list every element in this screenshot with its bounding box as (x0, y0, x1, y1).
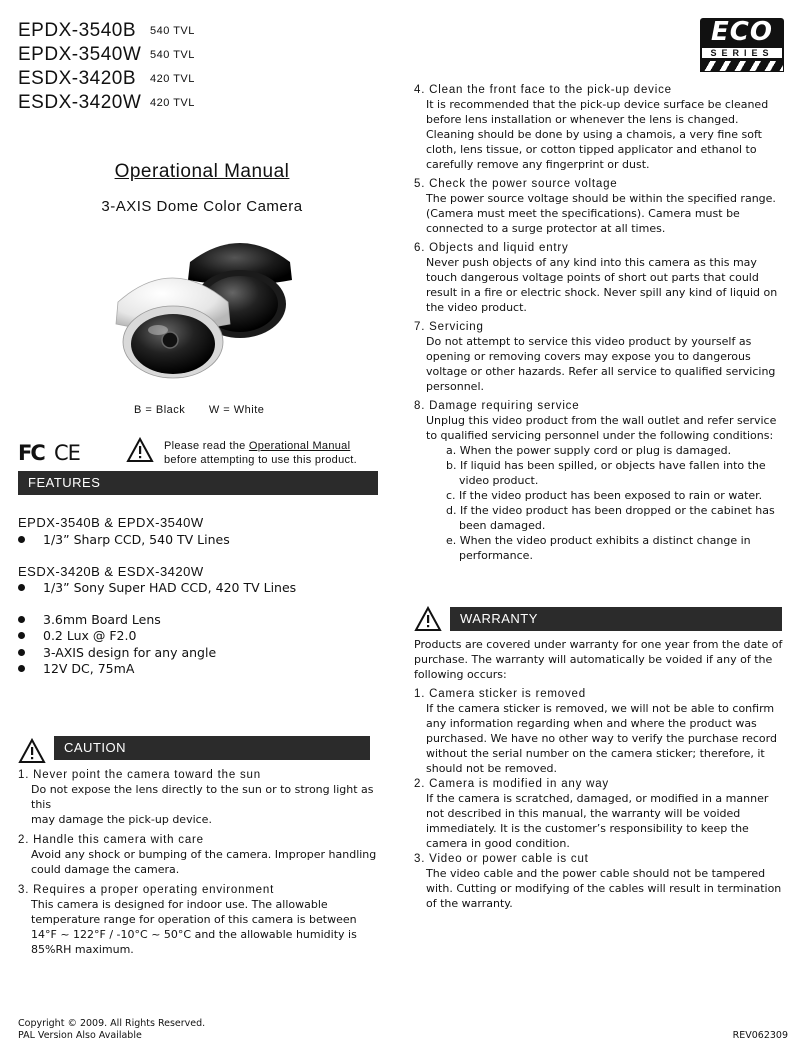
bullet-icon (18, 584, 25, 591)
warranty-intro-line: following occurs: (414, 668, 507, 681)
eco-series-logo (700, 18, 784, 70)
caution-item-title: 4. Clean the front face to the pick-up device (414, 84, 672, 96)
caution-line: Cleaning should be done by using a chamois, a very fine soft (426, 128, 762, 141)
caution-line: 14°F ~ 122°F / -10°C ~ 50°C and the allowable humidity is (31, 928, 357, 941)
footer-copyright: Copyright © 2009. All Rights Reserved. (18, 1018, 206, 1029)
bullet-icon (18, 536, 25, 543)
warranty-line: of the warranty. (426, 897, 513, 910)
model-name: ESDX-3420W (18, 92, 142, 113)
caution-item-title: 7. Servicing (414, 321, 484, 333)
feature-item (18, 532, 230, 547)
subitem-line: e. When the video product exhibits a distinct change in (446, 534, 751, 547)
caution-item (414, 321, 789, 394)
film-strip-icon (700, 60, 784, 72)
warranty-item (414, 688, 789, 776)
warranty-line: not described in this manual, the warranty will be voided (426, 807, 741, 820)
damage-line: Unplug this video product from the wall outlet and refer service (426, 414, 777, 427)
warranty-line: should not be removed. (426, 762, 557, 775)
notice-prefix: Please read the (164, 440, 249, 452)
caution-line: cloth, lens tissue, or cotton tipped applicator and ethanol to (426, 143, 757, 156)
model-name: EPDX-3540B (18, 20, 137, 41)
warranty-line: without the serial number on the camera sticker; therefore, it (426, 747, 765, 760)
caution-item (18, 884, 388, 957)
model-name: EPDX-3540W (18, 44, 142, 65)
warranty-item-title: 3. Video or power cable is cut (414, 853, 589, 865)
bullet-icon (18, 632, 25, 639)
feature-text: 12V DC, 75mA (43, 661, 135, 676)
caution-line: result in a fire or electric shock. Never spill any kind of liquid on (426, 286, 778, 299)
feature-text: 3-AXIS design for any angle (43, 645, 217, 660)
caution-item-title: 2. Handle this camera with care (18, 834, 204, 846)
caution-line: Avoid any shock or bumping of the camera. Improper handling (31, 848, 377, 861)
model-name: ESDX-3420B (18, 68, 137, 89)
dome-camera-image (110, 232, 300, 382)
warranty-line: purchased. We have no other way to verify the purchase record (426, 732, 777, 745)
model-row (18, 92, 228, 116)
caution-line: personnel. (426, 380, 484, 393)
subitem-line: a. When the power supply cord or plug is damaged. (446, 444, 732, 457)
damage-item (414, 400, 789, 563)
color-legend (134, 404, 264, 416)
feature-item (18, 661, 134, 676)
damage-subitem (446, 488, 789, 503)
subitem-line: video product. (459, 474, 539, 487)
fcc-logo: FC (18, 441, 44, 465)
feature-text: 3.6mm Board Lens (43, 612, 161, 627)
feature-text: 1/3” Sony Super HAD CCD, 420 TV Lines (43, 580, 297, 595)
eco-logo-text: ECO (700, 18, 784, 46)
caution-heading-label: CAUTION (64, 740, 126, 755)
caution-line: Never push objects of any kind into this camera as this may (426, 256, 757, 269)
features-group2-title: ESDX-3420B & ESDX-3420W (18, 564, 204, 579)
feature-item (18, 628, 136, 643)
read-manual-notice (164, 439, 357, 467)
warranty-item-title: 1. Camera sticker is removed (414, 688, 586, 700)
caution-line: carefully remove any fingerprint or dust. (426, 158, 650, 171)
model-row (18, 68, 228, 92)
model-row (18, 44, 228, 68)
caution-line: temperature range for operation of this camera is between (31, 913, 357, 926)
damage-subitems (414, 443, 789, 563)
model-tvl: 540 TVL (150, 49, 195, 61)
ce-logo: CE (54, 441, 80, 465)
feature-item (18, 645, 216, 660)
caution-line: This camera is designed for indoor use. The allowable (31, 898, 328, 911)
feature-item (18, 580, 296, 595)
warning-triangle-icon (126, 437, 154, 468)
caution-list (18, 769, 388, 957)
warranty-line: any information regarding when and where the product was (426, 717, 757, 730)
caution-line: before lens installation or whenever the lens is changed. (426, 113, 739, 126)
legend-white: W = White (208, 404, 265, 416)
warranty-line: camera in good condition. (426, 837, 570, 850)
right-column-list (414, 84, 789, 563)
caution-item-title: 3. Requires a proper operating environment (18, 884, 275, 896)
warranty-line: The video cable and the power cable should not be tampered (426, 867, 766, 880)
model-tvl: 420 TVL (150, 73, 195, 85)
caution-line: voltage or other hazards. Refer all service to qualified servicing (426, 365, 776, 378)
series-logo-text: SERIES (700, 46, 784, 60)
caution-item (18, 769, 388, 827)
warranty-intro-line: purchase. The warranty will automatically be voided if any of the (414, 653, 773, 666)
caution-line: the video product. (426, 301, 527, 314)
caution-line: may damage the pick-up device. (31, 813, 212, 826)
warranty-line: If the camera sticker is removed, we will not be able to confirm (426, 702, 775, 715)
notice-line2: before attempting to use this product. (164, 454, 358, 466)
subitem-line: d. If the video product has been dropped or the cabinet has (446, 504, 775, 517)
caution-line: Do not attempt to service this video product by yourself as (426, 335, 752, 348)
caution-item-title: 6. Objects and liquid entry (414, 242, 569, 254)
damage-subitem (446, 458, 789, 488)
feature-text: 1/3” Sharp CCD, 540 TV Lines (43, 532, 230, 547)
model-tvl: 540 TVL (150, 25, 195, 37)
caution-item-title: 5. Check the power source voltage (414, 178, 618, 190)
features-group1-title: EPDX-3540B & EPDX-3540W (18, 515, 204, 530)
warranty-item (414, 778, 789, 851)
caution-item (18, 834, 388, 877)
caution-item-title: 1. Never point the camera toward the sun (18, 769, 261, 781)
caution-item (414, 178, 789, 236)
caution-triangle-icon (18, 738, 46, 769)
caution-line: connected to a surge protector at all times. (426, 222, 666, 235)
model-list (18, 20, 228, 116)
damage-subitem (446, 533, 789, 563)
features-heading-label: FEATURES (28, 475, 101, 490)
warranty-item-title: 2. Camera is modified in any way (414, 778, 609, 790)
bullet-icon (18, 665, 25, 672)
subitem-line: c. If the video product has been exposed to rain or water. (446, 489, 763, 502)
feature-item (18, 612, 161, 627)
warranty-item (414, 853, 789, 911)
caution-item (414, 84, 789, 172)
bullet-icon (18, 649, 25, 656)
caution-item (414, 242, 789, 315)
subitem-line: performance. (459, 549, 533, 562)
caution-line: could damage the camera. (31, 863, 180, 876)
caution-line: It is recommended that the pick-up device surface be cleaned (426, 98, 769, 111)
product-title: 3-AXIS Dome Color Camera (101, 198, 303, 215)
warranty-intro (414, 637, 789, 682)
subitem-line: been damaged. (459, 519, 546, 532)
caution-line: touch dangerous voltage points of short out parts that could (426, 271, 759, 284)
damage-title: 8. Damage requiring service (414, 400, 580, 412)
notice-manual-link: Operational Manual (248, 440, 351, 452)
warranty-line: If the camera is scratched, damaged, or modified in a manner (426, 792, 769, 805)
damage-line: to qualified servicing personnel under the following conditions: (426, 429, 774, 442)
caution-line: Do not expose the lens directly to the sun or to strong light as this (31, 783, 374, 811)
warranty-heading (450, 607, 782, 631)
caution-heading (54, 736, 370, 760)
bullet-icon (18, 616, 25, 623)
warranty-line: with. Cutting or modifying of the cables will result in termination (426, 882, 782, 895)
footer-revision: REV062309 (732, 1030, 788, 1041)
model-tvl: 420 TVL (150, 97, 195, 109)
caution-line: opening or removing covers may expose you to dangerous (426, 350, 751, 363)
warranty-triangle-icon (414, 606, 442, 637)
damage-subitem (446, 503, 789, 533)
model-row (18, 20, 228, 44)
subitem-line: b. If liquid has been spilled, or objects have fallen into the (446, 459, 766, 472)
manual-title: Operational Manual (114, 161, 290, 182)
caution-line: The power source voltage should be within the specified range. (426, 192, 776, 205)
caution-line: (Camera must meet the specifications). Camera must be (426, 207, 740, 220)
legend-black: B = Black (134, 404, 186, 416)
warranty-heading-label: WARRANTY (460, 611, 538, 626)
warranty-line: immediately. It is the customer’s responsibility to keep the (426, 822, 749, 835)
caution-line: 85%RH maximum. (31, 943, 134, 956)
damage-subitem (446, 443, 789, 458)
warranty-section (414, 637, 789, 911)
footer-pal-note: PAL Version Also Available (18, 1030, 142, 1041)
feature-text: 0.2 Lux @ F2.0 (43, 628, 137, 643)
features-heading (18, 471, 378, 495)
warranty-intro-line: Products are covered under warranty for one year from the date of (414, 638, 783, 651)
